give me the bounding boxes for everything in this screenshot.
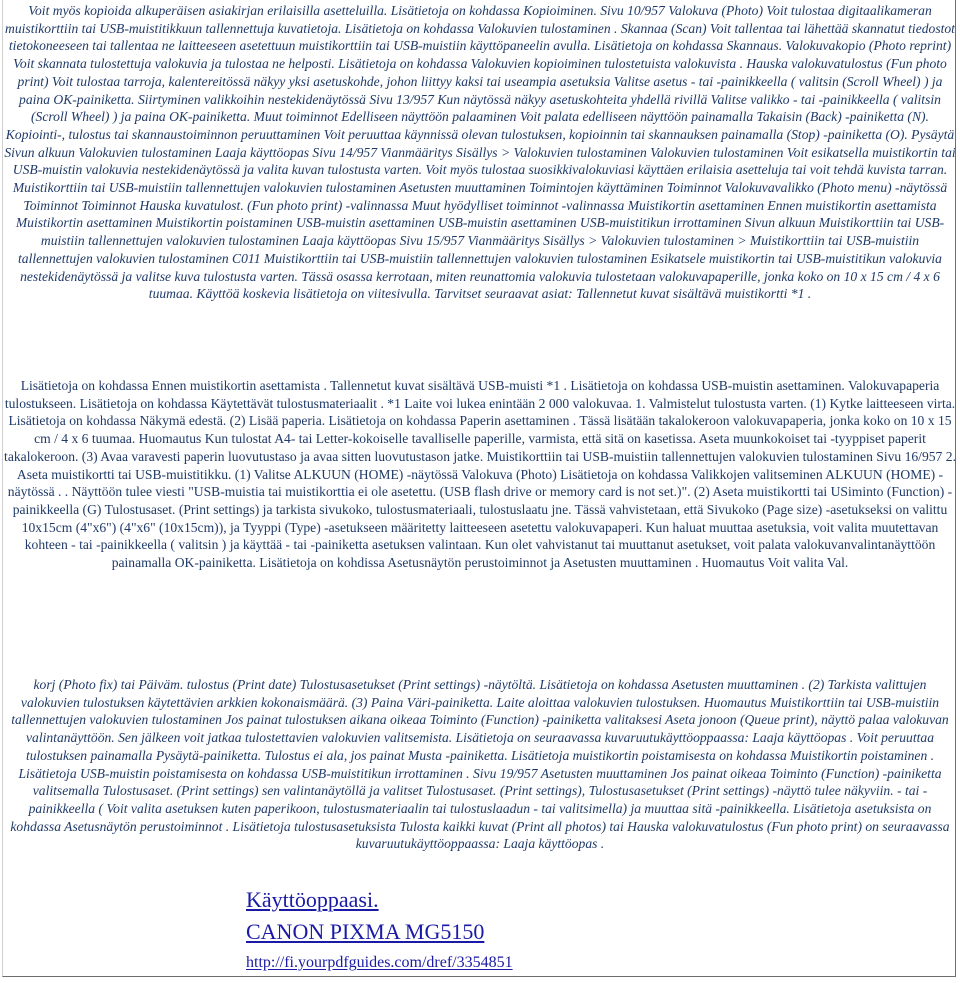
user-guide-link[interactable]: Käyttöoppaasi.: [246, 887, 379, 912]
guide-url-link[interactable]: http://fi.yourpdfguides.com/dref/3354851: [246, 954, 513, 971]
footer-links: [246, 884, 513, 974]
document-paragraph-3: korj (Photo fix) tai Päiväm. tulostus (Print date) Tulostusasetukset (Print settings) -näytöltä. Lisätietoja on kohdassa Asetusten muuttaminen . (2) Tarkista valittujen valokuvien tulostuksen käytettävien arkkien kokonaismäärä. (3) Paina Väri-painiketta. Laite aloittaa valokuvien tulostuksen. Huomautus Muistikorttiin tai USB-muistiin tallennettujen valokuvien tulostaminen Jos painat tulostuksen aikana oikeaa Toiminto (Function) -painiketta valitaksesi Aseta jonoon (Queue print), näyttö palaa valokuvan valintanäyttöön. Sen jälkeen voit jatkaa tulostettavien valokuvien valitsemista. Lisätietoja on seuraavassa kuvaruutukäyttöoppaassa: Laaja käyttöopas . Voit peruuttaa tulostuksen painamalla Pysäytä-painiketta. Tulostus ei ala, jos painat Musta -painiketta. Lisätietoja muistikortin poistamisesta on kohdassa Muistikortin poistaminen . Lisätietoja USB-muistin poistamisesta on kohdassa USB-muistitikun irrottaminen . Sivu 19/957 Asetusten muuttaminen Jos painat oikeaa Toiminto (Function) -painiketta valitsemalla Tulostusaset. (Print settings) sen valintanäytöllä ja valitset Tulostusaset. (Print settings), Tulostusasetukset (Print settings) -näyttö tulee näkyviin. - tai -painikkeella ( Voit valita asetuksen kuten paperikoon, tulostusmateriaalin tai tulostuslaadun - tai valitsimella) ja muuttaa sitä -painikkeella. Lisätietoja asetuksista on kohdassa Asetusnäytön perustoiminnot . Lisätietoja tulostusasetuksista Tulosta kaikki kuvat (Print all photos) tai Hauska valokuvatulostus (Fun photo print) on seuraavassa kuvaruutukäyttöoppaassa: Laaja käyttöopas .: [10, 677, 950, 852]
document-paragraph-1: Voit myös kopioida alkuperäisen asiakirjan erilaisilla asetteluilla. Lisätietoja on kohdassa Kopioiminen. Sivu 10/957 Valokuva (Photo) Voit tulostaa digitaalikameran muistikorttiin tai USB-muistitikkuun tallennettuja kuvatietoja. Lisätietoja on kohdassa Valokuvien tulostaminen . Skannaa (Scan) Voit tallentaa tai lähettää skannatut tiedostot tietokoneeseen tai tallentaa ne laitteeseen asetettuun muistikorttiin tai USB-muistiin käyttöpaneelin avulla. Lisätietoja on kohdassa Skannaus. Valokuvakopio (Photo reprint) Voit skannata tulostettuja valokuvia ja tulostaa ne helposti. Lisätietoja on kohdassa Valokuvien kopioiminen tulostetuista valokuvista . Hauska valokuvatulostus (Fun photo print) Voit tulostaa tarroja, kalentereitössä näkyy yksi asetuskohde, johon liittyy kaksi tai useampia asetuksia Valitse asetus - tai -painikkeella ( valitsin (Scroll Wheel) ) ja paina OK-painiketta. Siirtyminen valikkoihin nestekidenäytössä Sivu 13/957 Kun näytössä näkyy asetuskohteita yhdellä rivillä Valitse valikko - tai -painikkeella ( valitsin (Scroll Wheel) ) ja paina OK-painiketta. Muut toiminnot Edelliseen näyttöön palaaminen Voit palata edelliseen näyttöön painamalla Takaisin (Back) -painiketta (N). Kopiointi-, tulostus tai skannaustoiminnon peruuttaminen Voit peruuttaa käynnissä olevan tulostuksen, kopioinnin tai skannauksen painamalla (Stop) -painiketta (O). Pysäytä Sivun alkuun Valokuvien tulostaminen Laaja käyttöopas Sivu 14/957 Vianmääritys Sisällys > Valokuvien tulostaminen Valokuvien tulostaminen Voit esikatsella muistikortin tai USB-muistin valokuvia nestekidenäytössä ja valita kuvan tulostusta varten. Voit myös tulostaa suosikkivalokuviasi käyttäen erilaisia asetteluja tai voit tehdä kuvista tarran. Muistikorttiin tai USB-muistiin tallennettujen valokuvien tulostaminen Asetusten muuttaminen Toimintojen käyttäminen Toiminnot Valokuvavalikko (Photo menu) -näytössä Toiminnot Toiminnot Hauska kuvatulost. (Fun photo print) -valinnassa Muut hyödylliset toiminnot -valinnassa Muistikortin asettaminen Ennen muistikortin asettamista Muistikortin asettaminen Muistikortin poistaminen USB-muistin asettaminen USB-muistin asettaminen USB-muistitikun irrottaminen Sivun alkuun Muistikorttiin tai USB-muistiin tallennettujen valokuvien tulostaminen Laaja käyttöopas Sivu 15/957 Vianmääritys Sisällys > Valokuvien tulostaminen > Muistikorttiin tai USB-muistiin tallennettujen valokuvien tulostaminen C011 Muistikorttiin tai USB-muistiin tallennettujen valokuvien tulostaminen Esikatsele muistikortin tai USB-muistitikun valokuvia nestekidenäytössä ja valitse kuva tulostusta varten. Tässä osassa kerrotaan, miten reunattomia valokuvia tulostetaan valokuvapaperille, jonka koko on 10 x 15 cm / 4 x 6 tuumaa. Käyttöä koskevia lisätietoja on viitesivulla. Tarvitset seuraavat asiat: Tallennetut kuvat sisältävä muistikortti *1 .: [4, 3, 956, 302]
document-page: [2, 0, 956, 977]
document-paragraph-2: Lisätietoja on kohdassa Ennen muistikortin asettamista . Tallennetut kuvat sisältävä USB-muisti *1 . Lisätietoja on kohdassa USB-muistin asettaminen. Valokuvapaperia tulostukseen. Lisätietoja on kohdassa Käytettävät tulostusmateriaalit . *1 Laite voi lukea enintään 2 000 valokuvaa. 1. Valmistelut tulostusta varten. (1) Kytke laitteeseen virta. Lisätietoja on kohdassa Näkymä edestä. (2) Lisää paperia. Lisätietoja on kohdassa Paperin asettaminen . Tässä lisätään takalokeroon valokuvapaperia, jonka koko on 10 x 15 cm / 4 x 6 tuumaa. Huomautus Kun tulostat A4- tai Letter-kokoiselle tavalliselle paperille, varmista, että sitä on kasetissa. Aseta muunkokoiset tai -tyyppiset paperit takalokeroon. (3) Avaa varavesti paperin luovutustaso ja avaa sitten luovutustason jatke. Muistikorttiin tai USB-muistiin tallennettujen valokuvien tulostaminen Sivu 16/957 2. Aseta muistikortti tai USB-muistitikku. (1) Valitse ALKUUN (HOME) -näytössä Valokuva (Photo) Lisätietoja on kohdassa Valikkojen valitseminen ALKUUN (HOME) -näytössä . . Näyttöön tulee viesti "USB-muistia tai muistikorttia ei ole asetettu. (USB flash drive or memory card is not set.)". (2) Aseta muistikortti tai USiminto (Function) -painikkeella (G) Tulostusaset. (Print settings) ja tarkista sivukoko, tulostusmateriaali, tulostuslaatu jne. Tässä vahvistetaan, että Sivukoko (Page size) -asetukseksi on valittu 10x15cm (4"x6") (4"x6" (10x15cm)), ja Tyyppi (Type) -asetukseen määritetty laitteeseen asetettu valokuvapaperi. Kun haluat muuttaa asetuksia, voit valita muutettavan kohteen - tai -painikkeella ( valitsin ) ja käyttää - tai -painiketta asetuksen valintaan. Kun olet vahvistanut tai muuttanut asetukset, voit palata valokuvanvalintanäyttöön painamalla OK-painiketta. Lisätietoja on kohdissa Asetusnäytön perustoiminnot ja Asetusten muuttaminen . Huomautus Voit valita Val.: [4, 378, 956, 571]
product-name-link[interactable]: CANON PIXMA MG5150: [246, 919, 485, 944]
